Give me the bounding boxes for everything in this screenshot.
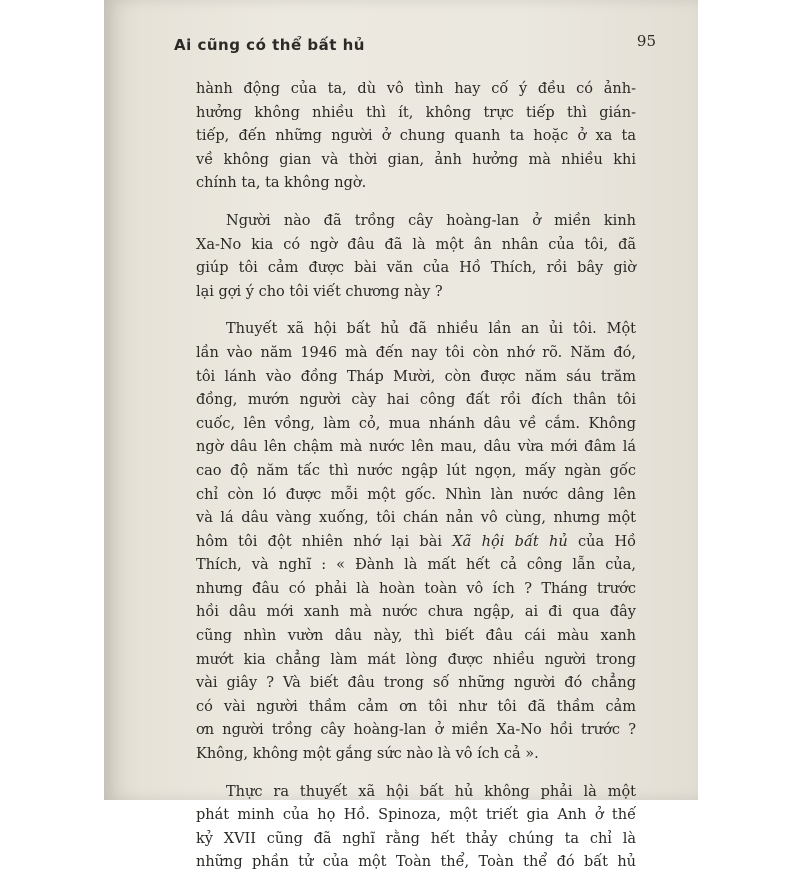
text-line: hưởng không nhiều thì ít, không trực tiếp thì gián-	[196, 104, 636, 121]
text-line: những phần tử của một Toàn thể, Toàn thể đó bất hủ	[196, 854, 636, 871]
text-line: giúp tôi cảm được bài văn của Hồ Thích, rồi bây giờ	[196, 260, 636, 277]
text-line: ngờ dâu lên chậm mà nước lên mau, dâu vừa mới đâm lá	[196, 439, 636, 456]
page-body	[196, 78, 636, 875]
text-line: lại gợi ý cho tôi viết chương này ?	[196, 283, 443, 300]
text-line: hôm tôi đột nhiên nhớ lại bài Xã hội bất hủ của Hồ	[196, 533, 636, 550]
text-line: tôi lánh vào đồng Tháp Mười, còn được năm sáu trăm	[196, 368, 636, 385]
text-line: hồi dâu mới xanh mà nước chưa ngập, ai đi qua đây	[196, 604, 636, 621]
text-line: vài giây ? Và biết đâu trong số những người đó chẳng	[196, 675, 636, 692]
text-line: cao độ năm tấc thì nước ngập lút ngọn, mấy ngàn gốc	[196, 462, 636, 479]
text-line: Không, không một gắng sức nào là vô ích cả ».	[196, 746, 539, 763]
text-line: nhưng đâu có phải là hoàn toàn vô ích ? Tháng trước	[196, 580, 636, 597]
text-line: mướt kia chẳng làm mát lòng được nhiều người trong	[196, 651, 636, 668]
running-title: Ai cũng có thể bất hủ	[174, 36, 365, 54]
paragraph-2	[196, 210, 636, 304]
text-line: hành động của ta, dù vô tình hay cố ý đều có ảnh-	[196, 81, 636, 97]
text-line: Thuyết xã hội bất hủ đã nhiều lần an ủi tôi. Một	[226, 321, 636, 338]
text-line: đồng, mướn người cày hai công đất rồi đích thân tôi	[196, 392, 636, 409]
text-line: kỷ XVII cũng đã nghĩ rằng hết thảy chúng ta chỉ là	[196, 830, 636, 847]
text-line: tiếp, đến những người ở chung quanh ta hoặc ở xa ta	[196, 128, 636, 145]
text-line: phát minh của họ Hồ. Spinoza, một triết gia Anh ở thế	[196, 807, 636, 824]
paragraph-4	[196, 781, 636, 875]
text-line: có vài người thầm cảm ơn tôi như tôi đã thầm cảm	[196, 698, 636, 715]
text-line: Thực ra thuyết xã hội bất hủ không phải là một	[226, 783, 636, 800]
text-line: chính ta, ta không ngờ.	[196, 175, 367, 192]
book-page	[104, 0, 698, 871]
text-line: chỉ còn ló được mỗi một gốc. Nhìn làn nước dâng lên	[196, 486, 636, 503]
text-line: Xa-No kia có ngờ đâu đã là một ân nhân của tôi, đã	[196, 236, 636, 253]
text-line: lần vào năm 1946 mà đến nay tôi còn nhớ rõ. Năm đó,	[196, 344, 636, 361]
text-line: về không gian và thời gian, ảnh hưởng mà nhiều khi	[196, 151, 636, 168]
book-title-italic: Xã hội bất hủ	[452, 533, 568, 550]
paragraph-1	[196, 78, 636, 196]
text-line: và lá dâu vàng xuống, tôi chán nản vô cùng, nhưng một	[196, 510, 636, 527]
page-header	[174, 32, 658, 56]
text-line: ơn người trồng cây hoàng-lan ở miền Xa-No hồi trước ?	[196, 722, 636, 739]
text-line: cuốc, lên vồng, làm cỏ, mua nhánh dâu về cắm. Không	[196, 415, 636, 432]
paragraph-3	[196, 318, 636, 766]
page-number: 95	[636, 32, 656, 50]
text-line: Thích, và nghĩ : « Đành là mất hết cả công lẫn của,	[196, 557, 636, 574]
text-line: Người nào đã trồng cây hoàng-lan ở miền kinh	[226, 212, 636, 229]
text-line: cũng nhìn vườn dâu này, thì biết đâu cái màu xanh	[196, 628, 636, 645]
